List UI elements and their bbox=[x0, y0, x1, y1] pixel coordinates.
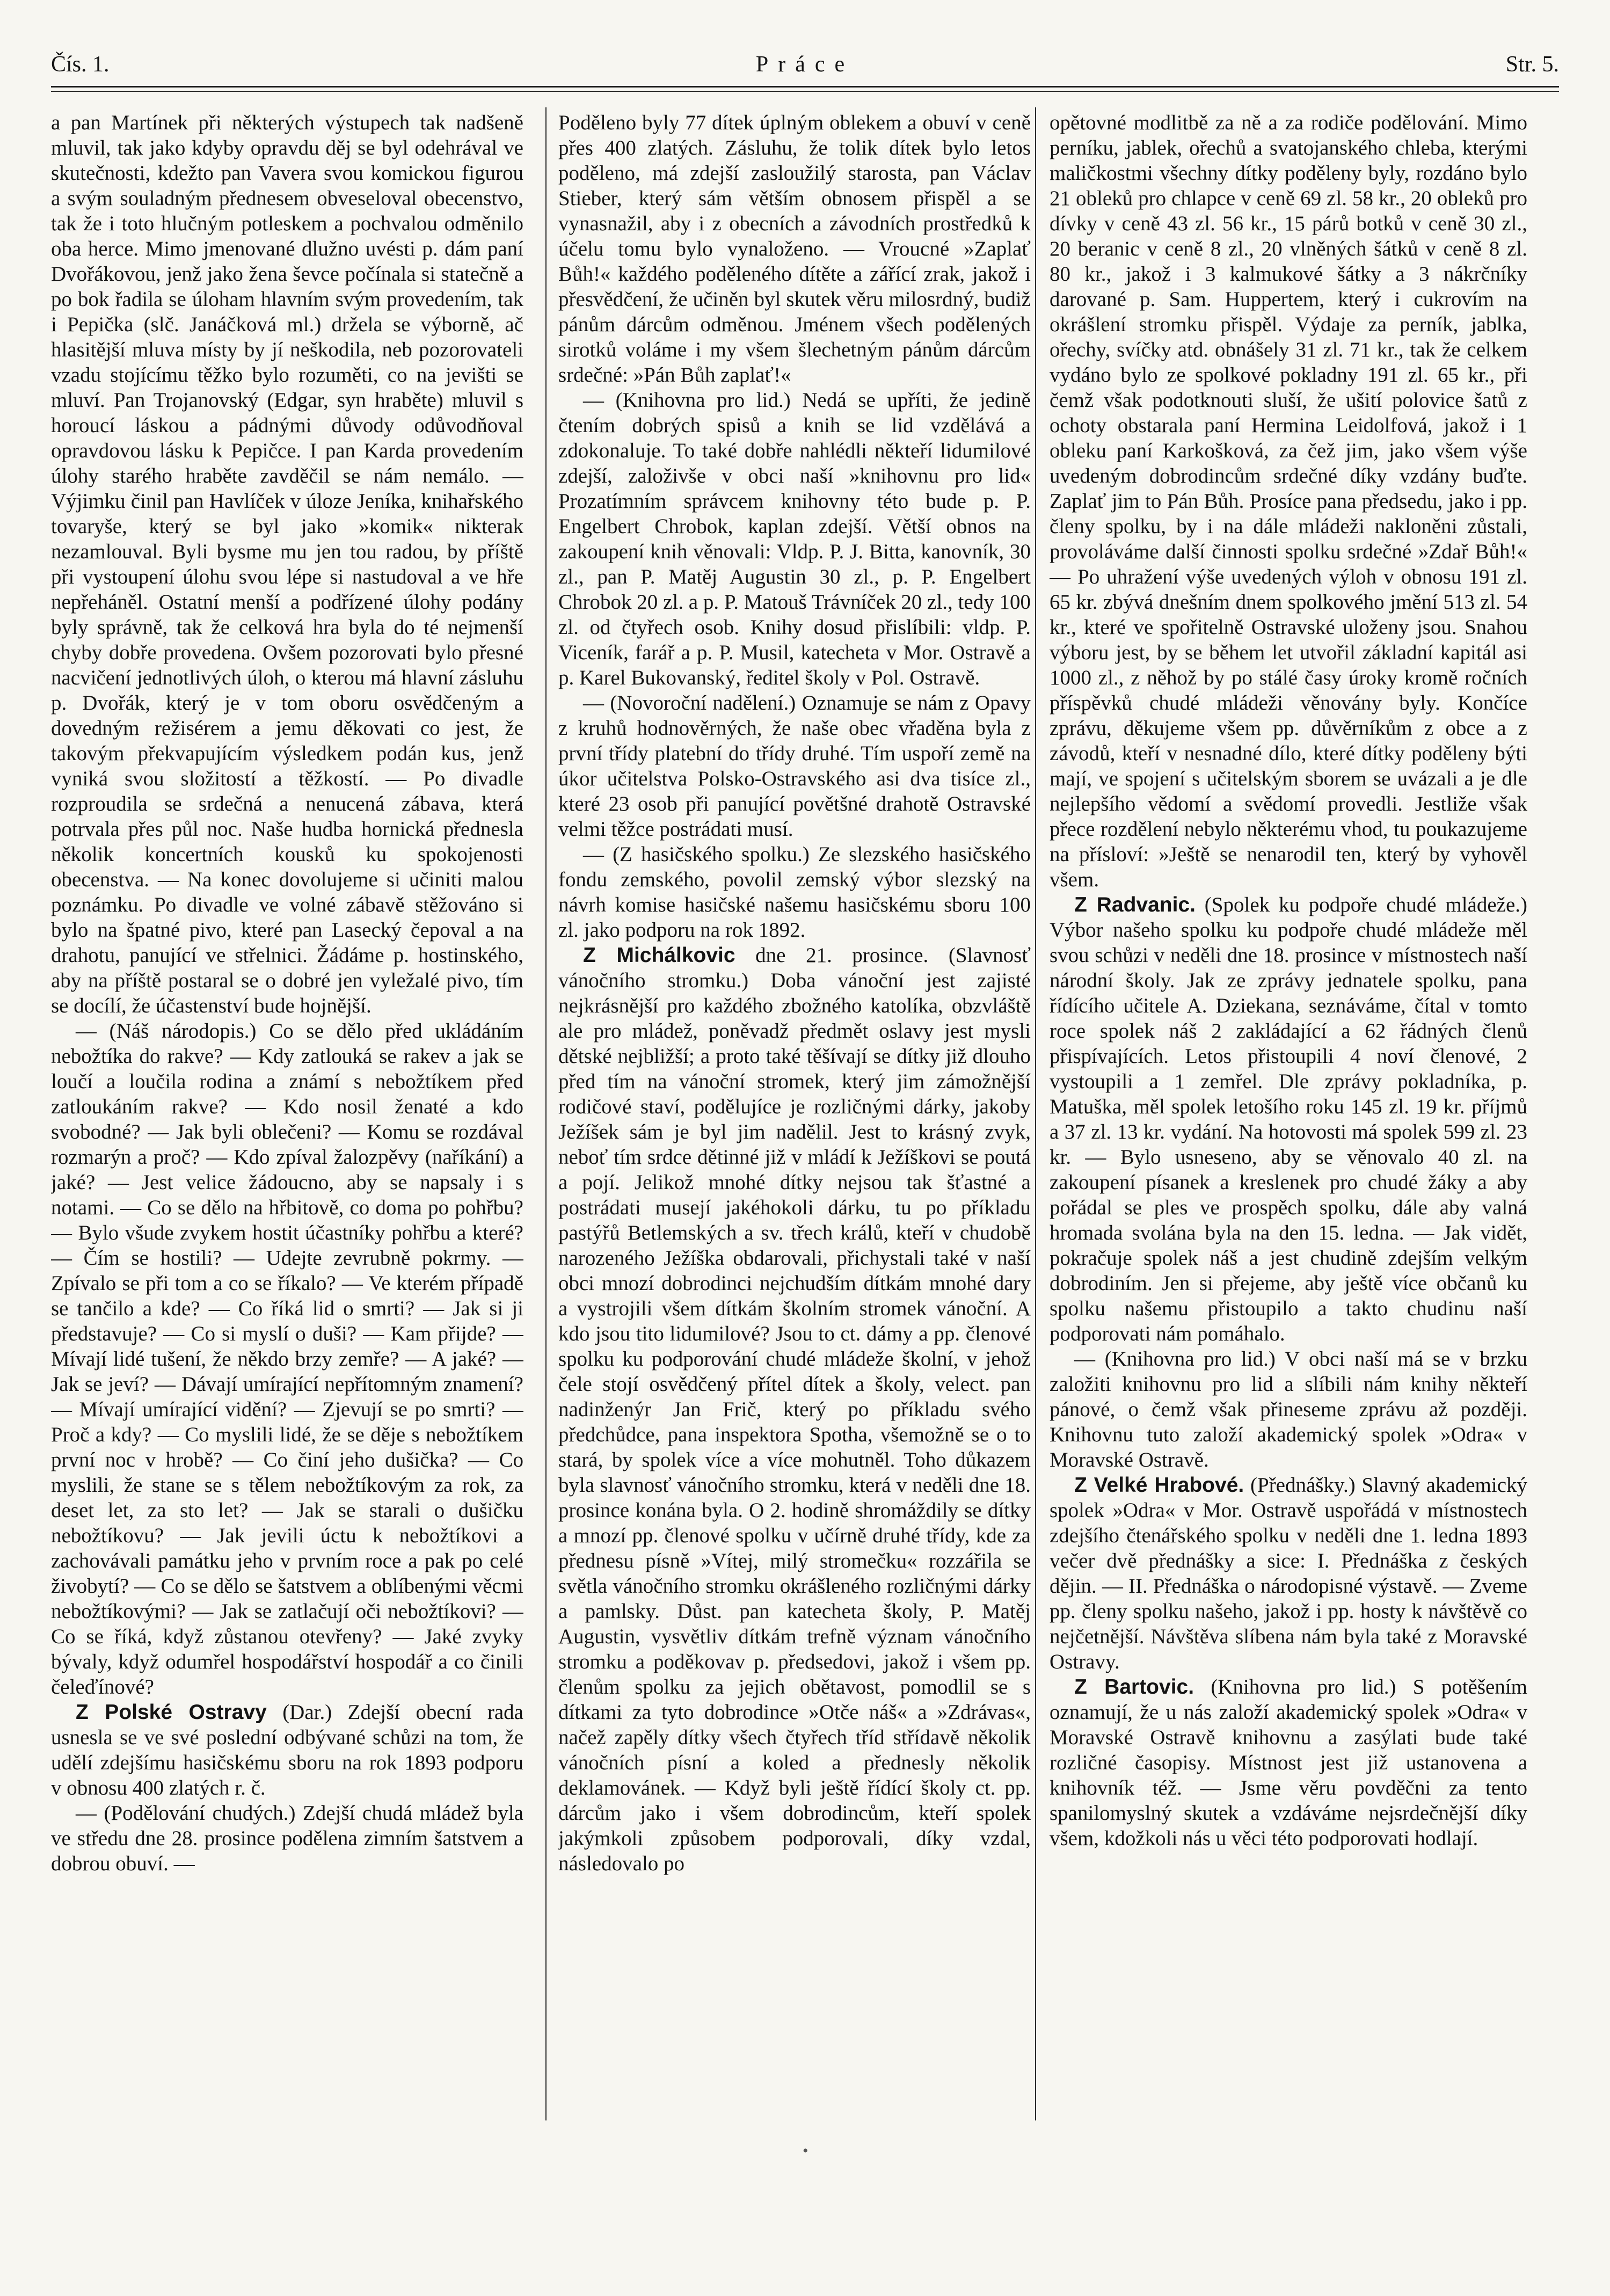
article-paragraph bbox=[558, 388, 1031, 690]
page-number: Str. 5. bbox=[1505, 52, 1559, 77]
place-heading: Z Bartovic. bbox=[1074, 1675, 1194, 1699]
paragraph-text: — (Podělování chudých.) Zdejší chudá mládež byla ve středu dne 28. prosince podělena zimním šatstvem a dobrou obuví. — bbox=[51, 1802, 523, 1875]
column-divider bbox=[545, 107, 547, 2120]
article-paragraph bbox=[51, 1700, 523, 1801]
article-paragraph bbox=[1050, 892, 1527, 1346]
article-paragraph bbox=[51, 110, 523, 1018]
article-paragraph bbox=[1050, 110, 1527, 892]
page-header bbox=[51, 52, 1559, 84]
article-paragraph bbox=[558, 842, 1031, 943]
header-rule-thin bbox=[51, 91, 1559, 92]
paragraph-text: Poděleno byly 77 dítek úplným oblekem a obuví v ceně přes 400 zlatých. Zásluhu, že tolik dítek bylo letos poděleno, má zdejší zasloužilý starosta, pan Václav Stieber, který sám větším obnosem přispěl a se vynasnažil, aby i z obecních a závodních prostředků k účelu tomu bylo vynaloženo. — Vroucné »Zaplať Bůh!« každého poděleného dítěte a zářící zrak, jakož i přesvědčení, že učiněn byl skutek věru milosrdný, budiž pánům dárcům odměnou. Jménem všech podělených sirotků voláme i my všem šlechetným pánům dárcům srdečné: »Pán Bůh zaplať!« bbox=[558, 111, 1031, 387]
article-paragraph bbox=[1050, 1473, 1527, 1674]
issue-number: Čís. 1. bbox=[51, 52, 110, 77]
paragraph-text: — (Novoroční nadělení.) Oznamuje se nám z Opavy z kruhů hodnověrných, že naše obec vřaděna byla z první třídy platební do třídy druhé. Tím uspoří země na úkor učitelstva Polsko-Ostravského asi dva tisíce zl., které 23 osob při panující povětšné drahotě Ostravské velmi těžce postrádati musí. bbox=[558, 691, 1031, 841]
paragraph-text: a pan Martínek při některých výstupech tak nadšeně mluvil, tak jako kdyby opravdu děj se byl odehrával ve skutečnosti, kdežto pan Vavera svou komickou figurou a svým souladným přednesem obveseloval obecenstvo, tak že i toto hlučným potleskem a pochvalou odměnilo oba herce. Mimo jmenované dlužno uvésti p. dám paní Dvořákovou, jenž jako žena ševce počínala si statečně a po bok řadila se úloham hlavním svým provedením, tak i Pepička (slč. Janáčková ml.) držela se výborně, ač hlasitější mluva místy by jí neškodila, neb pozorovateli vzadu stojícímu těžko bylo rozuměti, co na jevišti se mluví. Pan Trojanovský (Edgar, syn hraběte) mluvil s horoucí láskou a pádnými důvody odůvodňoval opravdovou lásku k Pepičce. I pan Karda provedením úlohy starého hraběte zavděčil se nám nemálo. — Výjimku činil pan Havlíček v úloze Jeníka, knihařského tovaryše, který se byl jako »komik« nikterak nezamlouval. Byli bysme mu jen tou radou, by příště při vystoupení úlohu svou lépe si nastudoval a ve hře nepřeháněl. Ostatní menší a podřízené úlohy podány byly správně, tak že celková hra byla do té nejmenší chyby dobře provedena. Ovšem pozorovati bylo přesné nacvičení jednotlivých úloh, o kterou má hlavní zásluhu p. Dvořák, který je v tom oboru osvědčeným a dovedným režisérem a jemu děkovati co jest, že takovým překvapujícím výsledkem podán kus, jenž vyniká svou složitostí a těžkostí. — Po divadle rozproudila se srdečná a nenucená zábava, která potrvala přes půl noc. Naše hudba hornická přednesla několik koncertních kousků ku spokojenosti obecenstva. — Na konec dovolujeme si učiniti malou poznámku. Po divadle ve volné zábavě stěžováno si bylo na špatné pivo, které pan Lasecký čepoval a na drahotu, panující ve střelnici. Žádáme p. hostinského, aby na příště postaral se o dobré jen vyležalé pivo, tím se docílí, že účastenství bude hojnější. bbox=[51, 111, 523, 1017]
paragraph-text: — (Knihovna pro lid.) V obci naší má se v brzku založiti knihovnu pro lid a slíbili nám knihy někteří pánové, o čemž však přineseme zprávu až později. Knihovnu tuto založí akademický spolek »Odra« v Moravské Ostravě. bbox=[1050, 1347, 1527, 1471]
article-paragraph bbox=[51, 1801, 523, 1876]
paragraph-text: opětovné modlitbě za ně a za rodiče podělování. Mimo perníku, jablek, ořechů a svatojanského chleba, kterými maličkostmi všechny dítky poděleny byly, rozdáno bylo 21 obleků pro chlapce v ceně 69 zl. 58 kr., 20 obleků pro dívky v ceně 43 zl. 56 kr., 15 párů botků v ceně 30 zl., 20 beranic v ceně 8 zl., 20 vlněných šátků v ceně 8 zl. 80 kr., jakož i 3 kalmukové šátky a 3 nákrčníky darované p. Sam. Huppertem, který i cukrovím na okrášlení stromku přispěl. Výdaje za perník, jablka, ořechy, svíčky atd. obnášely 31 zl. 71 kr., tak že celkem vydáno bylo ze spolkové pokladny 191 zl. 65 kr., při čemž však podotknouti sluší, že ušití polovice šatů z ochoty obstarala paní Hermina Leidolfová, jakož i 1 obleku paní Karkošková, za čež jim, jako všem výše uvedeným dobrodincům srdečné díky vzdány buďte. Zaplať jim to Pán Bůh. Prosíce pana předsedu, jako i pp. členy spolku, by i na dále mládeži nakloněni zůstali, provoláváme další činnosti spolku srdečné »Zdař Bůh!« — Po uhražení výše uvedených výloh v obnosu 191 zl. 65 kr. zbývá dnešním dnem spolkového jmění 513 zl. 54 kr., které ve spořitelně Ostravské uloženy jsou. Snahou výboru jest, by se během let utvořil základní kapitál asi 1000 zl., z něhož by po stálé časy úroky kromě ročních příspěvků chudé mládeži věnovány byly. Končíce zprávu, děkujeme všem pp. důvěrníkům z obce a z závodů, kteří v nesnadné dílo, které dítky poděleny býti mají, ve spojení s učitelským sborem se uvázali a je dle nejlepšího vědomí a svědomí provedli. Jestliže však přece rozdělení nebylo některému vhod, tu poukazujeme na přísloví: »Ještě se nenarodil ten, který by vyhověl všem. bbox=[1050, 111, 1527, 891]
column-divider bbox=[1035, 107, 1036, 2120]
paragraph-text: dne 21. prosince. (Slavnosť vánočního stromku.) Doba vánoční jest zajisté nejkrásnější pro každého zbožného katolíka, obzvláště ale pro mládež, poněvadž předmět oslavy jest mysli dětské nejbližší; a proto také těšívají se dítky již dlouho před tím na vánoční stromek, který jim zámožnější rodičové staví, podělujíce je rozličnými dárky, jakoby Ježíšek sám je byl jim nadělil. Jest to krásný zvyk, neboť tím srdce dětinné již v mládí k Ježíškovi se poutá a pojí. Jelikož mnohé dítky nejsou tak šťastné a postrádati musejí jakéhokoli dárku, tu po příkladu pastýřů Betlemských a sv. třech králů, kteří v chudobě narozeného Ježíška obdarovali, přichystali také v naší obci mnozí dobrodinci nejchudším dítkám mnohé dary a vystrojili všem dítkám školním stromek vánoční. A kdo jsou tito lidumilové? Jsou to ct. dámy a pp. členové spolku ku podporování chudé mládeže školní, v jehož čele stojí osvědčený přítel dítek a školy, velect. pan nadinženýr Jan Frič, který po příkladu svého předchůdce, pana inspektora Spotha, všemožně se o to stará, by spolek více a více mohutněl. Toho důkazem byla slavnosť vánočního stromku, která v neděli dne 18. prosince konána byla. O 2. hodině shromáždily se dítky a mnozí pp. členové spolku v učírně druhé třídy, kde za přednesu písně »Vítej, milý stromečku« rozzářila se světla vánočního stromku okrášleného rozličnými dárky a pamlsky. Důst. pan katecheta školy, P. Matěj Augustin, vysvětliv dítkám trefně význam vánočního stromku a poděkovav p. předsedovi, jakož i všem pp. členům spolku za jejich obětavost, pomodlil se s dítkami za tyto dobrodince »Otče náš« a »Zdrávas«, načež zapěly dítky všech čtyřech tříd střídavě několik vánočních písní a koled a přednesly několik deklamovánek. — Když byli ještě řídící školy ct. pp. dárcům jako i všem dobrodincům, kteří spolek jakýmkoli způsobem podporovali, díky vzdal, následovalo po bbox=[558, 944, 1031, 1875]
paragraph-text: — (Knihovna pro lid.) Nedá se upříti, že jedině čtením dobrých spisů a knih se lid vzdělává a zdokonaluje. To také dobře nahlédli někteří lidumilové zdejší, založivše v obci naší »knihovnu pro lid« Prozatímním správcem knihovny této bude p. P. Engelbert Chrobok, kaplan zdejší. Větší obnos na zakoupení knih věnovali: Vldp. P. J. Bitta, kanovník, 30 zl., pan P. Matěj Augustin 30 zl., p. P. Engelbert Chrobok 20 zl. a p. P. Matouš Trávníček 20 zl., tedy 100 zl. od čtyřech osob. Knihy dosud přislíbili: vldp. P. Viceník, farář a p. P. Musil, katecheta v Mor. Ostravě a p. Karel Bukovanský, ředitel školy v Pol. Ostravě. bbox=[558, 389, 1031, 689]
paragraph-text: (Knihovna pro lid.) S potěšením oznamují, že u nás založí akademický spolek »Odra« v Moravské Ostravě knihovnu a zasýlati bude také rozličné časopisy. Místnost jest již ustanovena a knihovník též. — Jsme věru povděčni za tento spanilomyslný skutek a vzdáváme nejsrdečnější díky všem, kdožkoli nás u věci této podporovati hodlají. bbox=[1050, 1675, 1527, 1850]
column-1 bbox=[51, 110, 523, 2118]
header-rule bbox=[51, 86, 1559, 88]
article-paragraph bbox=[1050, 1346, 1527, 1473]
article-paragraph bbox=[558, 943, 1031, 1876]
place-heading: Z Polské Ostravy bbox=[76, 1701, 267, 1724]
footer-mark: • bbox=[803, 2142, 808, 2160]
paragraph-text: — (Náš národopis.) Co se dělo před ukládáním nebožtíka do rakve? — Kdy zatlouká se rakev a jak se loučí a loučila rodina a známí s nebožtíkem před zatloukáním rakve? — Kdo nosil ženaté a kdo svobodné? — Jak byli oblečeni? — Komu se rozdával rozmarýn a proč? — Kdo zpíval žalozpěvy (naříkání) a jaké? — Jest velice žádoucno, aby se napsaly i s notami. — Co se dělo na hřbitově, co doma po pohřbu? — Bylo všude zvykem hostit účastníky pohřbu a které? — Čím se hostili? — Udejte zevrubně pokrmy. — Zpívalo se při tom a co se říkalo? — Ve kterém případě se tančilo a kde? — Co říká lid o smrti? — Jak si ji představuje? — Co si myslí o duši? — Kam přijde? — Mívají lidé tušení, že někdo brzy zemře? — A jaké? — Jak se jeví? — Dávají umírající nepřítomným znamení? — Mívají umírající vidění? — Zjevují se po smrti? — Proč a kdy? — Co myslili lidé, že se děje s nebožtíkem první noc v hrobě? — Co činí jeho dušička? — Co myslili, že stane se s tělem nebožtíkovým za rok, za deset let, za sto let? — Jak se starali o dušičku nebožtíkovu? — Jak jevili úctu k nebožtíkovi a zachovávali památku jeho v prvním roce a pak po celé živobytí? — Co se dělo se šatstvem a oblíbenými věcmi nebožtíkovými? — Jak se zatlačují oči nebožtíkovi? — Co se říká, když zůstanou otevřeny? — Jaké zvyky bývaly, když odumřel hospodářství hospodář a co činili čeleďínové? bbox=[51, 1019, 523, 1699]
paragraph-text: (Přednášky.) Slavný akademický spolek »Odra« v Mor. Ostravě uspořádá v místnostech zdejšího čtenářského spolku v neděli dne 1. ledna 1893 večer dvě přednášky a sice: I. Přednáška z českých dějin. — II. Přednáška o národopisné výstavě. — Zveme pp. členy spolku našeho, jakož i pp. hosty k návštěvě co nejčetnější. Návštěva slíbena nám byla také z Moravské Ostravy. bbox=[1050, 1474, 1527, 1673]
place-heading: Z Velké Hrabové. bbox=[1074, 1474, 1244, 1497]
column-2 bbox=[558, 110, 1031, 2118]
article-paragraph bbox=[558, 110, 1031, 388]
place-heading: Z Michálkovic bbox=[583, 944, 735, 967]
article-paragraph bbox=[51, 1018, 523, 1700]
article-paragraph bbox=[558, 690, 1031, 842]
paragraph-text: (Dar.) Zdejší obecní rada usnesla se ve své poslední odbývané schůzi na tom, že udělí zdejšímu hasičskému sboru na rok 1893 podporu v obnosu 400 zlatých r. č. bbox=[51, 1701, 523, 1799]
article-paragraph bbox=[1050, 1674, 1527, 1851]
newspaper-title: Práce bbox=[755, 52, 855, 77]
paragraph-text: (Spolek ku podpoře chudé mládeže.) Výbor našeho spolku ku podpoře chudé mládeže měl svou schůzi v neděli dne 18. prosince v místnostech naší národní školy. Jak ze zprávy jednatele spolku, pana řídícího učitele A. Dziekana, seznáváme, čítal v tomto roce spolek náš 2 zakládající a 62 řádných členů přispívajících. Letos přistoupili 4 noví členové, 2 vystoupili a 1 zemřel. Dle zprávy pokladníka, p. Matuška, měl spolek letošího roku 145 zl. 19 kr. příjmů a 37 zl. 13 kr. vydání. Na hotovosti má spolek 599 zl. 23 kr. — Bylo usneseno, aby se věnovalo 40 zl. na zakoupení písanek a kreslenek pro chudé žáky a aby pořádal se ples ve prospěch spolku, dále aby valná hromada svolána byla na den 15. ledna. — Jak vidět, pokračuje spolek náš a jest chudině zdejším velkým dobrodiním. Jen si přejeme, aby ještě více občanů ku spolku našemu přistoupilo a takto chudinu naší podporovati nám pomáhalo. bbox=[1050, 893, 1527, 1345]
column-3 bbox=[1050, 110, 1527, 2118]
paragraph-text: — (Z hasičského spolku.) Ze slezského hasičského fondu zemského, povolil zemský výbor slezský na návrh komise hasičské našemu hasičskému sboru 100 zl. jako podporu na rok 1892. bbox=[558, 843, 1031, 942]
place-heading: Z Radvanic. bbox=[1074, 893, 1196, 916]
